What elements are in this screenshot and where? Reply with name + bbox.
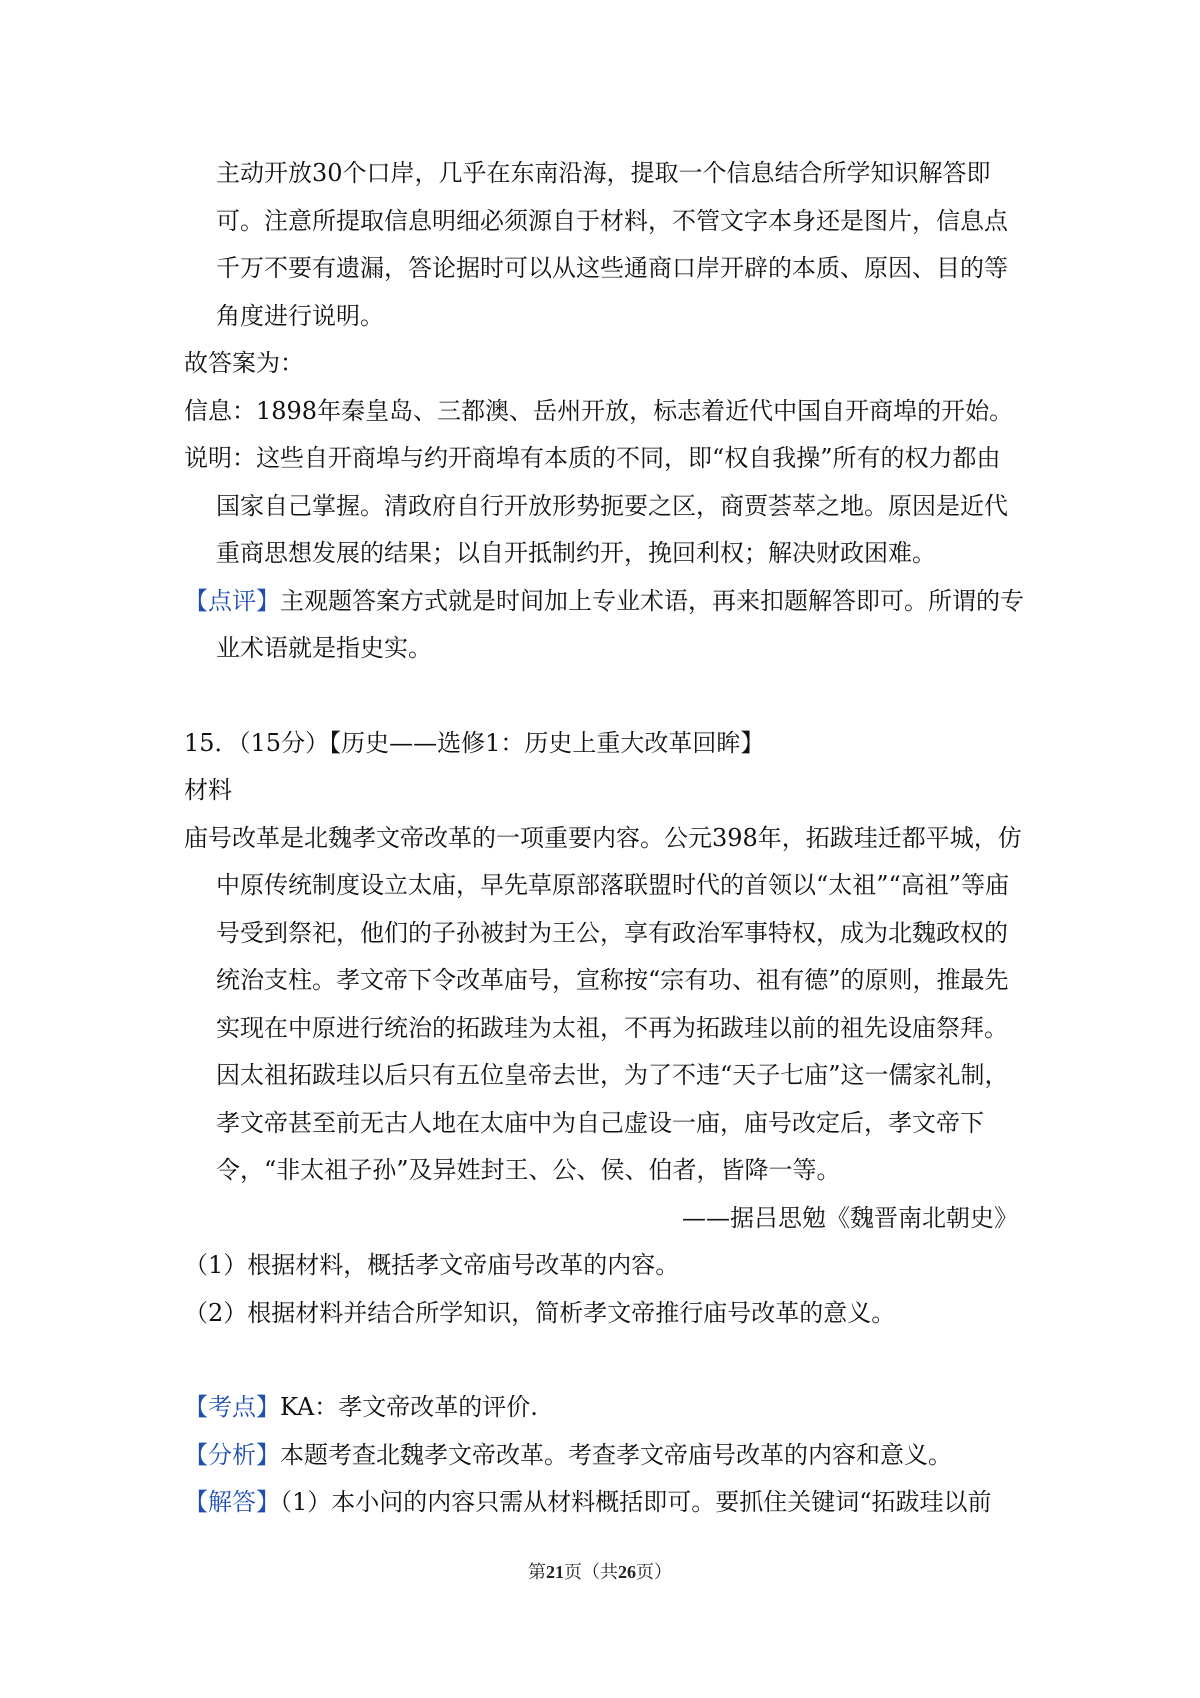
solution-paragraph xyxy=(184,1479,1024,1527)
key-point-tag: 【考点】 xyxy=(184,1393,280,1421)
material-source: ——据吕思勉《魏晋南北朝史》 xyxy=(682,1203,1018,1232)
footer-page-number: 21 xyxy=(546,1562,564,1582)
answer-explanation: 说明：这些自开商埠与约开商埠有本质的不同，即“权自我操”所有的权力都由国家自己掌握。清政府自行开放形势扼要之区，商贾荟萃之地。原因是近代重商思想发展的结果；以自开抵制约开，挽回利权；解决财政困难。 xyxy=(184,444,1008,567)
page-content xyxy=(184,150,1024,1527)
solution-tag: 【解答】 xyxy=(184,1488,280,1516)
comment-text: 主观题答案方式就是时间加上专业术语，再来扣题解答即可。所谓的专业术语就是指史实。 xyxy=(216,586,1024,662)
analysis-text: 本题考查北魏孝文帝改革。考查孝文帝庙号改革的内容和意义。 xyxy=(280,1440,952,1469)
answer-information: 信息：1898年秦皇岛、三都澳、岳州开放，标志着近代中国自开商埠的开始。 xyxy=(184,396,1014,425)
footer-middle: 页（共 xyxy=(564,1562,618,1583)
material-text: 庙号改革是北魏孝文帝改革的一项重要内容。公元398年，拓跋珪迁都平城，仿中原传统制度设立太庙，早先草原部落联盟时代的首领以“太祖”“高祖”等庙号受到祭祀，他们的子孙被封为王公，享有政治军事特权，成为北魏政权的统治支柱。孝文帝下令改革庙号，宣称按“宗有功、祖有德”的原则，推最先实现在中原进行统治的拓跋珪为太祖，不再为拓跋珪以前的祖先设庙祭拜。因太祖拓跋珪以后只有五位皇帝去世，为了不违“天子七庙”这一儒家礼制，孝文帝甚至前无古人地在太庙中为自己虚设一庙，庙号改定后，孝文帝下令，“非太祖子孙”及异姓封王、公、侯、伯者，皆降一等。 xyxy=(184,823,1022,1184)
sub-question-1: （1）根据材料，概括孝文帝庙号改革的内容。 xyxy=(184,1251,680,1279)
comment-tag: 【点评】 xyxy=(184,586,280,615)
key-point-text: KA：孝文帝改革的评价. xyxy=(280,1393,538,1421)
analysis-tag: 【分析】 xyxy=(184,1440,280,1469)
spacer xyxy=(184,1337,1024,1384)
sub-question-2: （2）根据材料并结合所学知识，简析孝文帝推行庙号改革的意义。 xyxy=(184,1298,896,1327)
paragraph-analysis-continued: 主动开放30个口岸，几乎在东南沿海，提取一个信息结合所学知识解答即可。注意所提取信息明细必须源自于材料，不管文字本身还是图片，信息点千万不要有遗漏，答论据时可以从这些通商口岸开辟的本质、原因、目的等角度进行说明。 xyxy=(216,159,1008,330)
spacer xyxy=(184,673,1024,720)
comment-paragraph xyxy=(184,578,1024,673)
question-15-title: 15．（15分）【历史——选修1：历史上重大改革回眸】 xyxy=(184,728,765,757)
footer-total-pages: 26 xyxy=(618,1562,636,1582)
footer-prefix: 第 xyxy=(528,1562,546,1583)
analysis-paragraph xyxy=(184,1432,1024,1480)
solution-text: （1）本小问的内容只需从材料概括即可。要抓住关键词“拓跋珪以前 xyxy=(280,1488,992,1516)
answer-intro: 故答案为： xyxy=(184,349,304,377)
page-footer xyxy=(0,1558,1200,1584)
key-point-paragraph xyxy=(184,1384,1024,1432)
material-label: 材料 xyxy=(184,776,232,804)
footer-suffix: 页） xyxy=(636,1562,672,1583)
